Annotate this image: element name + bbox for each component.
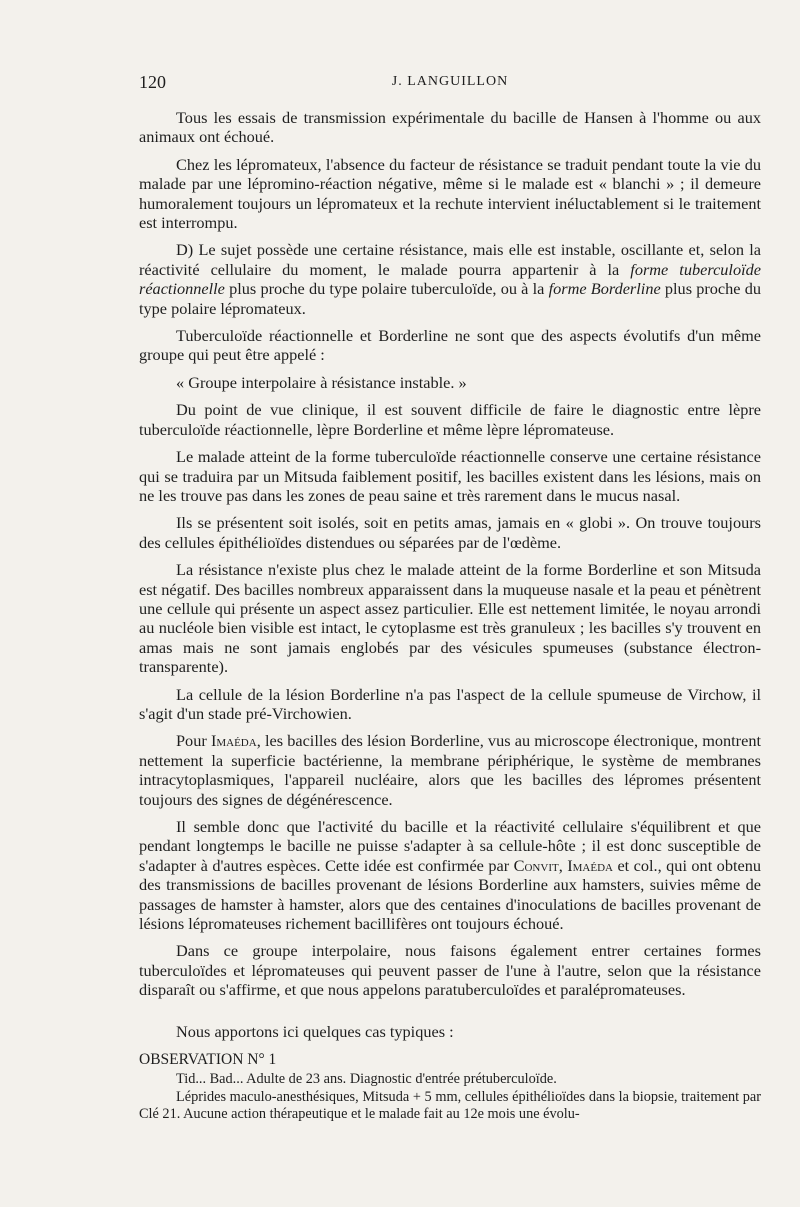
paragraph: Nous apportons ici quelques cas typiques : bbox=[176, 1021, 454, 1041]
paragraph: La résistance n'existe plus chez le malade atteint de la forme Borderline et son Mitsuda est négatif. Des bacilles nombreux apparaissent dans la muqueuse nasale et la peau et pénètrent une cellule qui présente un aspect assez particulier. Elle est nettement limitée, le noyau arrondi au nucléole bien visible est intact, le cytoplasme est très granuleux ; les bacilles s'y trouvent en amas mais ne sont jamais englobés par des vésicules spumeuses (substance électron-transparente). bbox=[139, 560, 761, 677]
paragraph: Chez les lépromateux, l'absence du facteur de résistance se traduit pendant toute la vie du malade par une lépromino-réaction négative, même si le malade est « blanchi » ; il demeure humoralement toujours un lépromateux et la rechute intervient inéluctablement si le traitement est interrompu. bbox=[139, 154, 761, 233]
paragraph: Tuberculoïde réactionnelle et Borderline ne sont que des aspects évolutifs d'un même groupe qui peut être appelé : bbox=[139, 326, 761, 365]
italic-term: forme tuberculoïde réactionnelle bbox=[139, 259, 761, 299]
paragraph: Pour Imaéda, les bacilles des lésion Borderline, vus au microscope électronique, montrent nettement la superficie bactérienne, la membrane périphérique, le système de membranes intracytoplasmiques, l'appareil nucléaire, alors que les bacilles des lépromes présentent toujours des signes de dégénérescence. bbox=[139, 731, 761, 809]
author-name: Imaéda bbox=[567, 855, 613, 875]
paragraph: Le malade atteint de la forme tuberculoïde réactionnelle conserve une certaine résistance qui se traduira par un Mitsuda faiblement positif, les bacilles existent dans les lésions, mais on ne les trouve pas dans les zones de peau saine et très rarement dans le mucus nasal. bbox=[139, 447, 761, 505]
paragraph: Du point de vue clinique, il est souvent difficile de faire le diagnostic entre lèpre tuberculoïde réactionnelle, lèpre Borderline et même lèpre lépromateuse. bbox=[139, 400, 761, 439]
observation-heading: OBSERVATION N° 1 bbox=[139, 1051, 277, 1069]
page-header bbox=[139, 72, 761, 96]
italic-term: forme Borderline bbox=[548, 279, 661, 299]
paragraph: Ils se présentent soit isolés, soit en petits amas, jamais en « globi ». On trouve toujours des cellules épithélioïdes distendues ou séparées par de l'œdème. bbox=[139, 513, 761, 552]
running-head: J. LANGUILLON bbox=[391, 74, 509, 89]
page-number: 120 bbox=[139, 72, 166, 92]
paragraph: D) Le sujet possède une certaine résistance, mais elle est instable, oscillante et, selon la réactivité cellulaire du moment, le malade pourra appartenir à la forme tuberculoïde réactionnelle plus proche du type polaire tuberculoïde, ou à la forme Borderline plus proche du type polaire lépromateux. bbox=[139, 240, 762, 318]
paragraph: La cellule de la lésion Borderline n'a pas l'aspect de la cellule spumeuse de Virchow, il s'agit d'un stade pré-Virchowien. bbox=[139, 684, 761, 723]
observation-text: Tid... Bad... Adulte de 23 ans. Diagnostic d'entrée prétuberculoïde. bbox=[176, 1071, 557, 1088]
paragraph: Il semble donc que l'activité du bacille et la réactivité cellulaire s'équilibrent et que pendant longtemps le bacille ne puisse s'adapter à sa cellule-hôte ; il est donc susceptible de s'adapter à d'autres espèces. Cette idée est confirmée par Convit, Imaéda et col., qui ont obtenu des transmissions de bacilles provenant de lésions Borderline aux hamsters, suivies même de passages de hamster à hamster, alors que des centaines d'inoculations de bacilles provenant de lésions lépromateuses richement bacillifères ont toujours échoué. bbox=[139, 817, 761, 934]
author-name: Imaéda bbox=[210, 731, 257, 751]
paragraph: Dans ce groupe interpolaire, nous faisons également entrer certaines formes tuberculoïdes et lépromateuses qui peuvent passer de l'une à l'autre, selon que la résistance disparaît ou s'affirme, et que nous appelons paratuberculoïdes et paralépromateuses. bbox=[139, 941, 761, 1000]
quote-paragraph: « Groupe interpolaire à résistance instable. » bbox=[176, 372, 467, 392]
paragraph: Tous les essais de transmission expérimentale du bacille de Hansen à l'homme ou aux animaux ont échoué. bbox=[139, 108, 761, 147]
body-text bbox=[139, 108, 761, 1124]
observation-text: Léprides maculo-anesthésiques, Mitsuda + 5 mm, cellules épithélioïdes dans la biopsie, traitement par Clé 21. Aucune action thérapeutique et le malade fait au 12e mois une évolu- bbox=[139, 1088, 761, 1123]
author-name: Convit bbox=[513, 855, 559, 875]
